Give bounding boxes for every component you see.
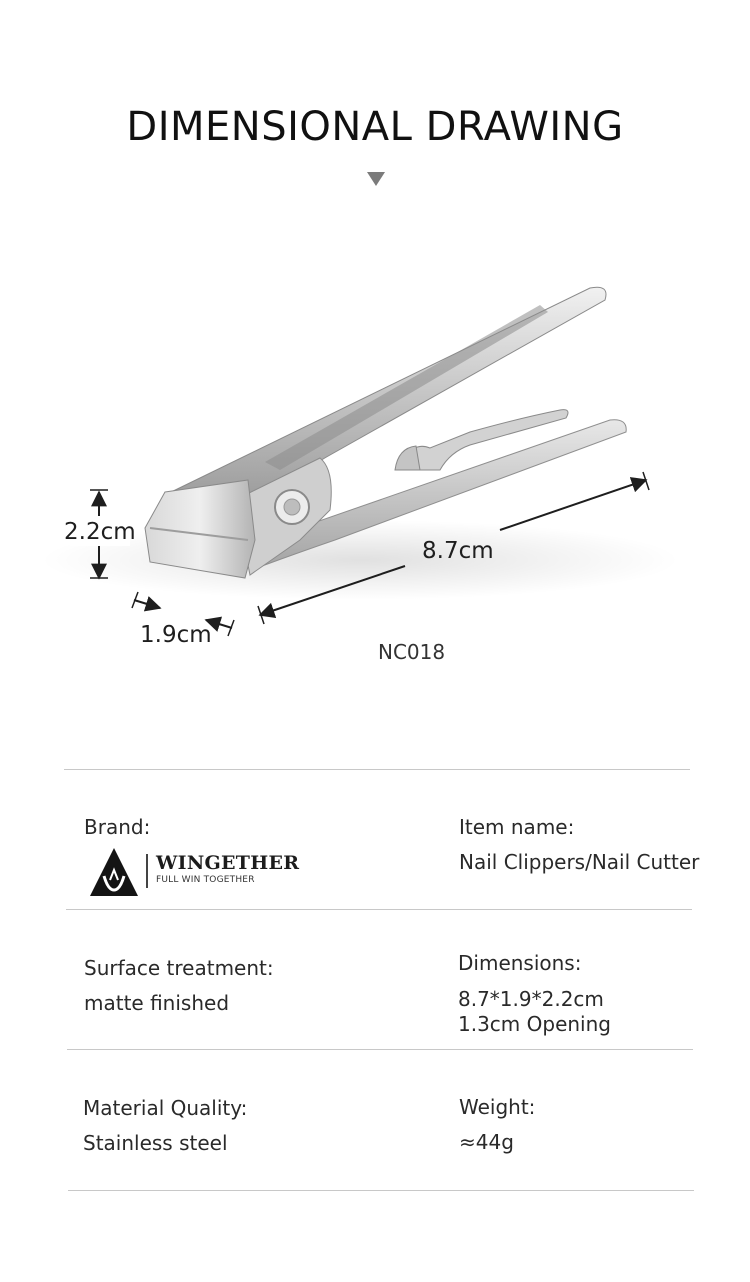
surface-treatment-value: matte finished: [84, 991, 230, 1015]
brand-logo-name: WINGETHER: [156, 852, 300, 874]
rivet-center: [284, 499, 300, 515]
length-dimension-label: 8.7cm: [422, 538, 494, 564]
length-dimension-line-b: [500, 480, 646, 530]
model-number: NC018: [378, 640, 446, 664]
weight-label: Weight:: [459, 1095, 536, 1119]
spec-divider-2: [67, 1049, 693, 1050]
brand-logo-tagline: FULL WIN TOGETHER: [156, 875, 255, 885]
brand-logo-icon: [88, 846, 140, 898]
surface-treatment-label: Surface treatment:: [84, 956, 274, 980]
brand-logo-separator: [146, 854, 148, 888]
dimensions-label: Dimensions:: [458, 951, 582, 975]
dimensions-value-line2: 1.3cm Opening: [458, 1012, 611, 1036]
material-value: Stainless steel: [83, 1131, 228, 1155]
item-name-value: Nail Clippers/Nail Cutter: [459, 850, 700, 874]
product-shadow: [40, 520, 680, 600]
height-dimension-label: 2.2cm: [64, 519, 136, 545]
spec-divider-bottom: [68, 1190, 694, 1191]
width-dimension-label: 1.9cm: [140, 622, 212, 648]
down-triangle-icon: [367, 172, 385, 186]
brand-label: Brand:: [84, 815, 151, 839]
dimensions-value-line1: 8.7*1.9*2.2cm: [458, 987, 604, 1011]
page-title: DIMENSIONAL DRAWING: [126, 104, 624, 150]
weight-value: ≈44g: [459, 1130, 514, 1154]
item-name-label: Item name:: [459, 815, 575, 839]
lever-hinge: [395, 446, 420, 470]
upper-arm-slot: [265, 305, 548, 470]
width-dimension-line: [134, 600, 160, 608]
material-label: Material Quality:: [83, 1096, 248, 1120]
product-drawing: [0, 200, 750, 680]
spec-divider-1: [66, 909, 692, 910]
spec-divider-top: [64, 769, 690, 770]
